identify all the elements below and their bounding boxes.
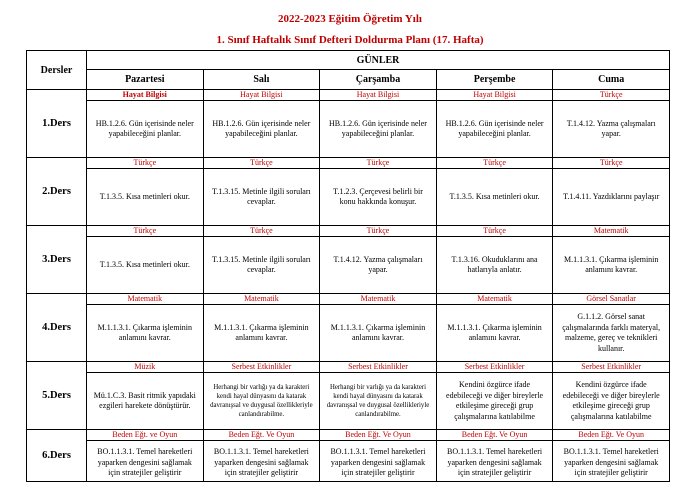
subject-label: Türkçe <box>320 226 436 237</box>
plan-cell-persembe <box>436 430 553 482</box>
objective-text: T.1.3.5. Kısa metinleri okur. <box>449 191 540 201</box>
plan-cell-pazartesi <box>87 294 204 362</box>
subject-label: Beden Eğt. ve Oyun <box>87 430 203 441</box>
objective-text: BO.1.1.3.1. Temel hareketleri yaparken dengesini sağlamak için stratejiler geliştirir <box>97 447 193 477</box>
subject-label: Matematik <box>87 294 203 305</box>
subject-label: Türkçe <box>437 158 553 169</box>
plan-cell-carsamba <box>320 430 437 482</box>
subject-label: Türkçe <box>87 158 203 169</box>
subject-label: Serbest Etkinlikler <box>204 362 320 373</box>
plan-cell-cuma <box>553 90 670 158</box>
weekly-plan-table <box>26 50 670 482</box>
table-row <box>27 294 670 362</box>
objective-text: M.1.1.3.1. Çıkarma işleminin anlamını kavrar. <box>330 322 426 342</box>
objective-text: Herhangi bir varlığı ya da karakteri kendi hayal dünyasını da katarak davranışsal ve duygusal özellikleriyle canlandırabilme. <box>326 384 430 418</box>
subject-label: Türkçe <box>204 226 320 237</box>
plan-cell-persembe <box>436 226 553 294</box>
plan-cell-carsamba <box>320 362 437 430</box>
subject-label: Hayat Bilgisi <box>87 90 203 101</box>
plan-cell-sali <box>203 226 320 294</box>
subject-label: Matematik <box>320 294 436 305</box>
objective-text: T.1.4.12. Yazma çalışmaları yapar. <box>566 118 656 138</box>
plan-cell-cuma <box>553 294 670 362</box>
plan-cell-sali <box>203 430 320 482</box>
plan-cell-pazartesi <box>87 430 204 482</box>
plan-cell-sali <box>203 90 320 158</box>
objective-text: M.1.1.3.1. Çıkarma işleminin anlamını kavrar. <box>97 322 193 342</box>
plan-cell-carsamba <box>320 90 437 158</box>
objective-text: BO.1.1.3.1. Temel hareketleri yaparken dengesini sağlamak için stratejiler geliştirir <box>330 447 426 477</box>
plan-cell-cuma <box>553 158 670 226</box>
day-header-pazartesi: Pazartesi <box>87 70 204 90</box>
plan-cell-pazartesi <box>87 158 204 226</box>
table-row <box>27 430 670 482</box>
subject-label: Beden Eğt. Ve Oyun <box>204 430 320 441</box>
lesson-label: 2.Ders <box>27 158 87 226</box>
plan-cell-persembe <box>436 294 553 362</box>
subject-label: Serbest Etkinlikler <box>553 362 669 373</box>
plan-cell-pazartesi <box>87 90 204 158</box>
objective-text: BO.1.1.3.1. Temel hareketleri yaparken dengesini sağlamak için stratejiler geliştirir <box>563 447 659 477</box>
plan-cell-persembe <box>436 90 553 158</box>
plan-cell-sali <box>203 294 320 362</box>
subject-label: Hayat Bilgisi <box>437 90 553 101</box>
subject-label: Matematik <box>553 226 669 237</box>
objective-text: Kendini özgürce ifade edebileceği ve diğer bireylerle etkileşime gireceği grup çalışmalarına katılabilme <box>446 380 544 421</box>
lesson-label: 4.Ders <box>27 294 87 362</box>
objective-text: HB.1.2.6. Gün içerisinde neler yapabileceğini planlar. <box>445 118 544 138</box>
subject-label: Türkçe <box>87 226 203 237</box>
objective-text: Mü.1.C.3. Basit ritmik yapıdaki ezgileri harekete dönüştürür. <box>93 390 196 410</box>
table-row <box>27 90 670 158</box>
objective-text: T.1.3.16. Okuduklarını ana hatlarıyla anlatır. <box>451 254 538 274</box>
subject-label: Matematik <box>437 294 553 305</box>
objective-text: T.1.2.3. Çerçevesi belirli bir konu hakkında konuşur. <box>333 186 423 206</box>
subject-label: Türkçe <box>437 226 553 237</box>
plan-cell-carsamba <box>320 294 437 362</box>
subject-label: Türkçe <box>553 158 669 169</box>
subject-label: Görsel Sanatlar <box>553 294 669 305</box>
plan-cell-sali <box>203 158 320 226</box>
subject-label: Hayat Bilgisi <box>204 90 320 101</box>
document-subtitle: 1. Sınıf Haftalık Sınıf Defteri Doldurma Planı (17. Hafta) <box>216 34 484 46</box>
plan-cell-pazartesi <box>87 226 204 294</box>
objective-text: T.1.3.15. Metinle ilgili soruları cevaplar. <box>212 254 311 274</box>
objective-text: T.1.3.5. Kısa metinleri okur. <box>99 191 190 201</box>
lesson-label: 5.Ders <box>27 362 87 430</box>
objective-text: HB.1.2.6. Gün içerisinde neler yapabileceğini planlar. <box>212 118 311 138</box>
subject-label: Türkçe <box>204 158 320 169</box>
objective-text: M.1.1.3.1. Çıkarma işleminin anlamını kavrar. <box>447 322 542 342</box>
lesson-label: 3.Ders <box>27 226 87 294</box>
day-header-sali: Salı <box>203 70 320 90</box>
objective-text: M.1.1.3.1. Çıkarma işleminin anlamını kavrar. <box>214 322 309 342</box>
document-title: 2022-2023 Eğitim Öğretim Yılı <box>278 13 422 25</box>
subject-label: Türkçe <box>320 158 436 169</box>
lesson-label: 1.Ders <box>27 90 87 158</box>
day-header-cuma: Cuma <box>553 70 670 90</box>
objective-text: T.1.4.11. Yazdıklarını paylaşır <box>563 191 660 201</box>
objective-text: Kendini özgürce ifade edebileceği ve diğer bireylerle etkileşime gireceği grup çalışmalarına katılabilme <box>562 380 660 421</box>
subject-label: Beden Eğt. Ve Oyun <box>320 430 436 441</box>
objective-text: T.1.4.12. Yazma çalışmaları yapar. <box>333 254 423 274</box>
day-header-carsamba: Çarşamba <box>320 70 437 90</box>
subject-label: Serbest Etkinlikler <box>437 362 553 373</box>
plan-cell-cuma <box>553 362 670 430</box>
objective-text: HB.1.2.6. Gün içerisinde neler yapabileceğini planlar. <box>95 118 194 138</box>
plan-cell-carsamba <box>320 158 437 226</box>
objective-text: T.1.3.5. Kısa metinleri okur. <box>99 259 190 269</box>
day-header-persembe: Perşembe <box>436 70 553 90</box>
objective-text: HB.1.2.6. Gün içerisinde neler yapabileceğini planlar. <box>328 118 427 138</box>
plan-cell-cuma <box>553 430 670 482</box>
plan-cell-carsamba <box>320 226 437 294</box>
plan-cell-cuma <box>553 226 670 294</box>
subject-label: Beden Eğt. Ve Oyun <box>437 430 553 441</box>
plan-cell-sali <box>203 362 320 430</box>
gunler-header: GÜNLER <box>87 51 670 70</box>
plan-cell-pazartesi <box>87 362 204 430</box>
objective-text: G.1.1.2. Görsel sanat çalışmalarında farklı materyal, malzeme, gereç ve teknikleri kullanır. <box>562 312 661 353</box>
subject-label: Türkçe <box>553 90 669 101</box>
plan-cell-persembe <box>436 158 553 226</box>
subject-label: Serbest Etkinlikler <box>320 362 436 373</box>
table-row <box>27 362 670 430</box>
table-row <box>27 158 670 226</box>
subject-label: Matematik <box>204 294 320 305</box>
plan-cell-persembe <box>436 362 553 430</box>
subject-label: Beden Eğt. Ve Oyun <box>553 430 669 441</box>
objective-text: BO.1.1.3.1. Temel hareketleri yaparken dengesini sağlamak için stratejiler geliştirir <box>447 447 543 477</box>
objective-text: Herhangi bir varlığı ya da karakteri kendi hayal dünyasını da katarak davranışsal ve duygusal özellikleriyle canlandırabilme. <box>210 384 313 418</box>
objective-text: BO.1.1.3.1. Temel hareketleri yaparken dengesini sağlamak için stratejiler geliştirir <box>213 447 309 477</box>
objective-text: M.1.1.3.1. Çıkarma işleminin anlamını kavrar. <box>563 254 659 274</box>
subject-label: Müzik <box>87 362 203 373</box>
dersler-header: Dersler <box>27 51 87 90</box>
objective-text: T.1.3.15. Metinle ilgili soruları cevaplar. <box>212 186 311 206</box>
subject-label: Hayat Bilgisi <box>320 90 436 101</box>
lesson-label: 6.Ders <box>27 430 87 482</box>
table-row <box>27 226 670 294</box>
